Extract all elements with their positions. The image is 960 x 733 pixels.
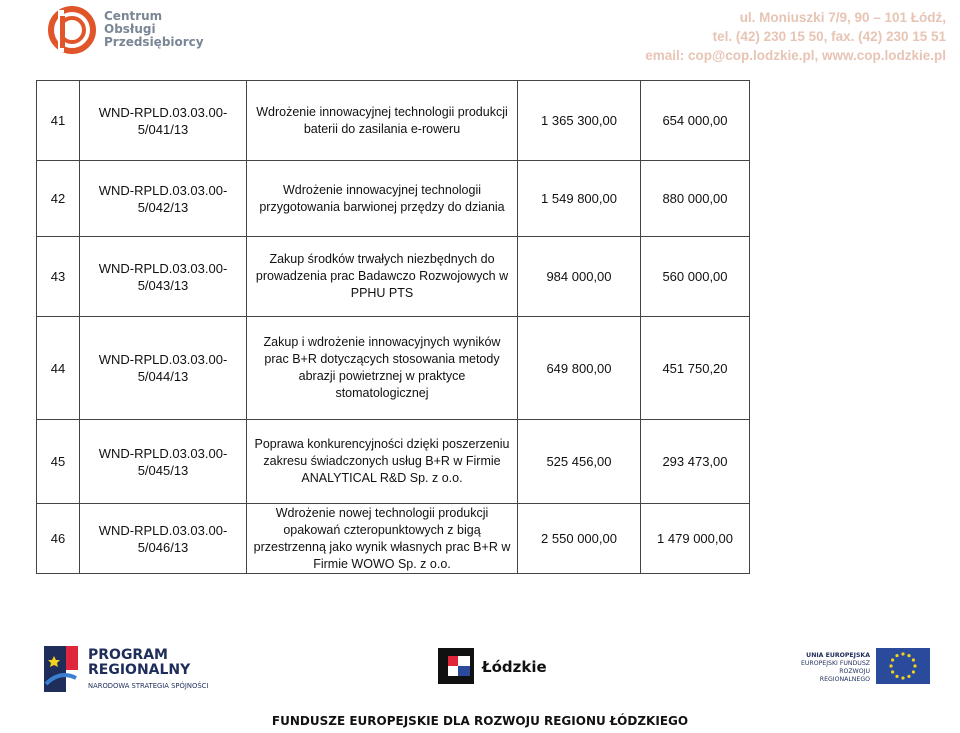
row-number: 43 — [37, 237, 80, 317]
project-title: Wdrożenie nowej technologii produkcji opakowań czteropunktowych z bigą przestrzenną jako wynik własnych prac B+R w Firmie WOWO Sp. z o.o. — [247, 504, 518, 574]
lodzkie-text: Łódzkie — [482, 658, 547, 676]
row-number: 44 — [37, 317, 80, 420]
total-cost: 525 456,00 — [518, 420, 641, 504]
grant-amount: 880 000,00 — [641, 161, 750, 237]
project-title: Wdrożenie innowacyjnej technologii produkcji baterii do zasilania e-roweru — [247, 81, 518, 161]
program-regionalny-icon — [42, 640, 86, 696]
table-row — [37, 161, 750, 237]
lodzkie-icon — [438, 648, 478, 688]
total-cost: 984 000,00 — [518, 237, 641, 317]
program-regionalny-logo — [42, 640, 222, 696]
lodzkie-logo — [438, 648, 548, 688]
project-title: Zakup środków trwałych niezbędnych do prowadzenia prac Badawczo Rozwojowych w PPHU PTS — [247, 237, 518, 317]
program-title-line-2: REGIONALNY — [88, 662, 191, 678]
table-row — [37, 317, 750, 420]
application-id: WND-RPLD.03.03.00-5/041/13 — [80, 81, 247, 161]
row-number: 45 — [37, 420, 80, 504]
eu-text — [788, 652, 870, 684]
row-number: 42 — [37, 161, 80, 237]
total-cost: 1 549 800,00 — [518, 161, 641, 237]
total-cost: 649 800,00 — [518, 317, 641, 420]
cop-logo-text — [104, 10, 204, 49]
logo-line-1: Centrum — [104, 9, 163, 23]
row-number: 41 — [37, 81, 80, 161]
row-number: 46 — [37, 504, 80, 574]
eu-logo — [788, 648, 933, 688]
table-row — [37, 81, 750, 161]
grants-table — [36, 80, 750, 574]
logo-line-2: Obsługi — [104, 22, 156, 36]
footer-funding-text: FUNDUSZE EUROPEJSKIE DLA ROZWOJU REGIONU ŁÓDZKIEGO — [271, 714, 689, 728]
cop-logo — [48, 2, 204, 60]
logo-line-3: Przedsiębiorcy — [104, 35, 204, 49]
table-row — [37, 237, 750, 317]
program-subtitle: NARODOWA STRATEGIA SPÓJNOŚCI — [88, 682, 209, 690]
grant-amount: 293 473,00 — [641, 420, 750, 504]
contact-info — [645, 8, 946, 65]
grant-amount: 654 000,00 — [641, 81, 750, 161]
application-id: WND-RPLD.03.03.00-5/042/13 — [80, 161, 247, 237]
grant-amount: 1 479 000,00 — [641, 504, 750, 574]
eu-line-2: EUROPEJSKI FUNDUSZ — [800, 660, 870, 667]
eu-line-3: ROZWOJU REGIONALNEGO — [819, 668, 870, 683]
eu-flag-icon — [876, 648, 930, 684]
contact-address: ul. Moniuszki 7/9, 90 – 101 Łódź, — [739, 10, 946, 25]
grant-amount: 560 000,00 — [641, 237, 750, 317]
total-cost: 2 550 000,00 — [518, 504, 641, 574]
project-title: Wdrożenie innowacyjnej technologii przygotowania barwionej przędzy do dziania — [247, 161, 518, 237]
table-row — [37, 420, 750, 504]
eu-line-1: UNIA EUROPEJSKA — [806, 652, 870, 659]
application-id: WND-RPLD.03.03.00-5/046/13 — [80, 504, 247, 574]
contact-phone: tel. (42) 230 15 50, fax. (42) 230 15 51 — [712, 29, 946, 44]
footer-logos — [0, 630, 960, 700]
program-title — [88, 648, 190, 678]
application-id: WND-RPLD.03.03.00-5/044/13 — [80, 317, 247, 420]
grant-amount: 451 750,20 — [641, 317, 750, 420]
project-title: Zakup i wdrożenie innowacyjnych wyników prac B+R dotyczących stosowania metody abrazji powietrznej w praktyce stomatologicznej — [247, 317, 518, 420]
cop-logo-icon — [48, 2, 102, 58]
program-title-line-1: PROGRAM — [88, 647, 168, 663]
total-cost: 1 365 300,00 — [518, 81, 641, 161]
project-title: Poprawa konkurencyjności dzięki poszerzeniu zakresu świadczonych usług B+R w Firmie ANALYTICAL R&D Sp. z o.o. — [247, 420, 518, 504]
application-id: WND-RPLD.03.03.00-5/045/13 — [80, 420, 247, 504]
contact-email: email: cop@cop.lodzkie.pl, www.cop.lodzkie.pl — [645, 48, 946, 63]
table-row — [37, 504, 750, 574]
application-id: WND-RPLD.03.03.00-5/043/13 — [80, 237, 247, 317]
